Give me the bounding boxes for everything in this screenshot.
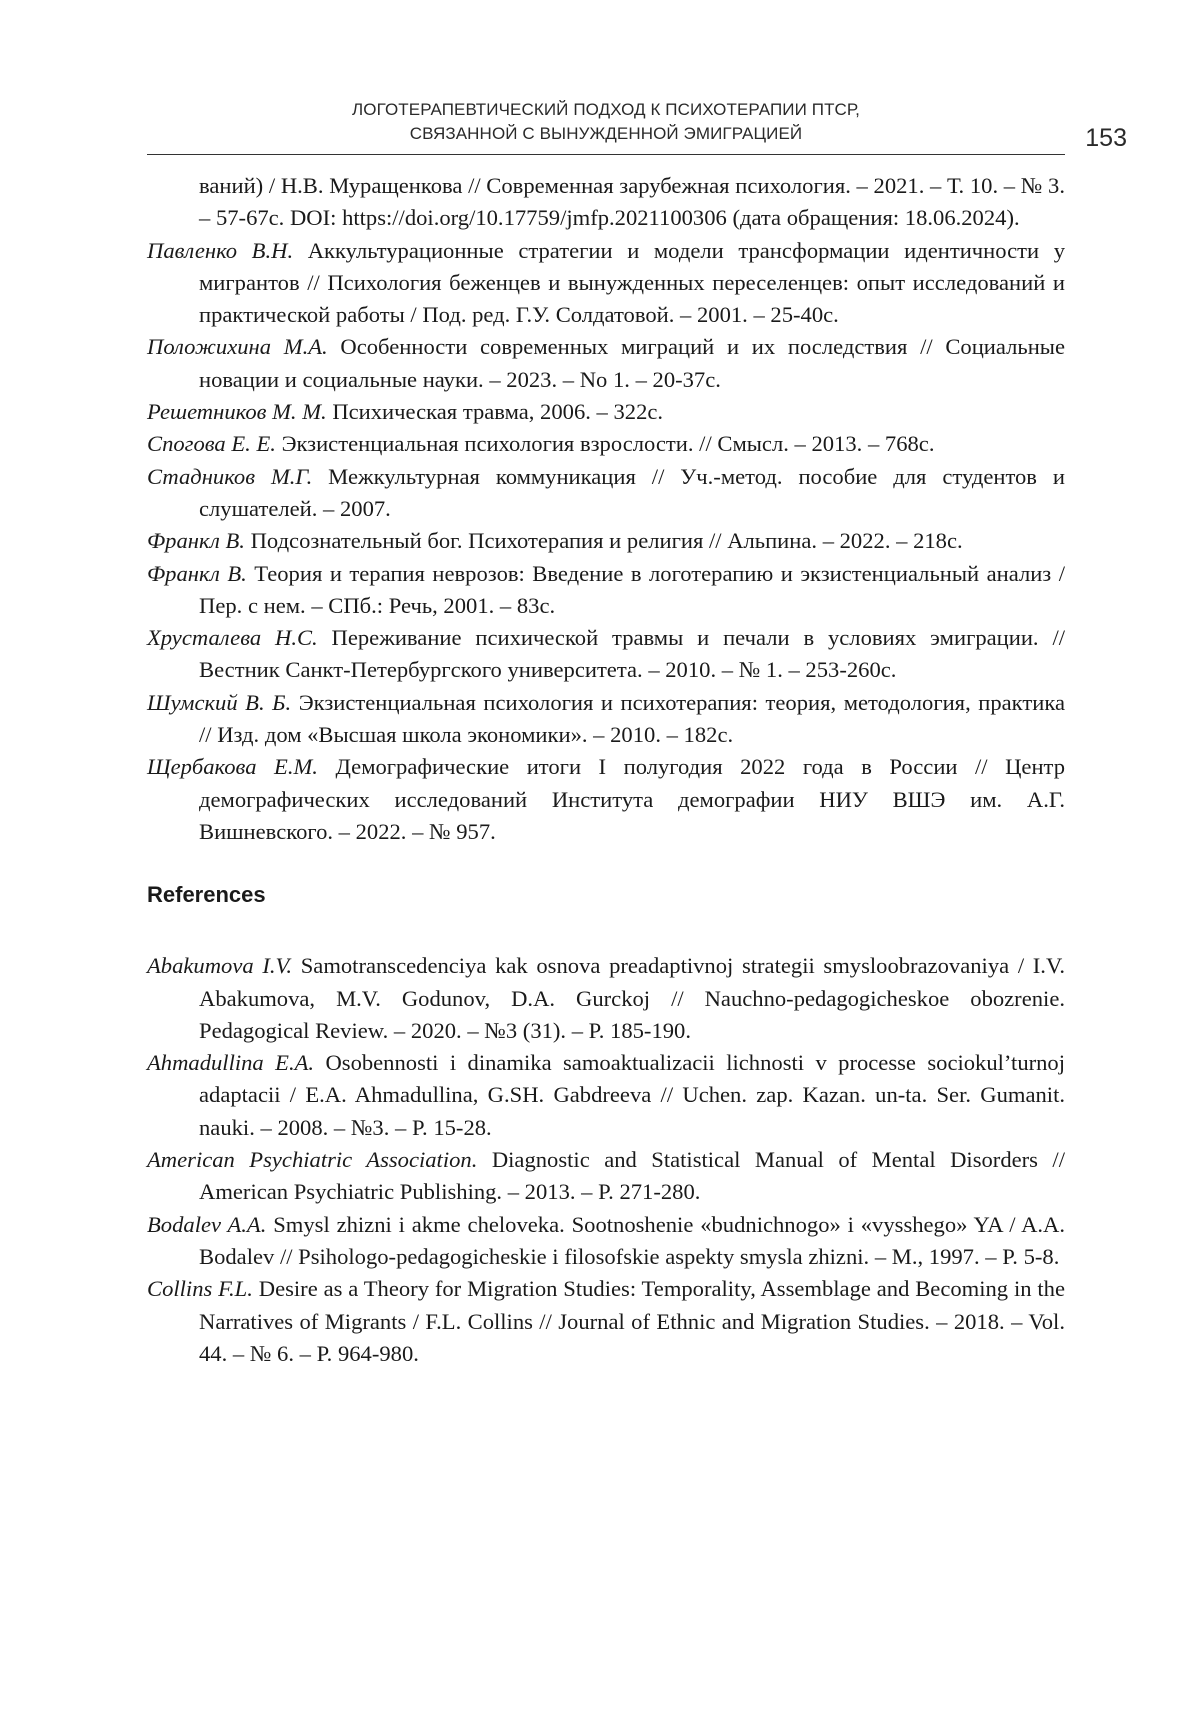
entry-text: Подсознательный бог. Психотерапия и религия // Альпина. – 2022. – 218с. xyxy=(244,528,963,554)
bibliography-entry xyxy=(147,751,1065,848)
entry-text: Diagnostic and Statistical Manual of Mental Disorders // American Psychiatric Publishing. – 2013. – P. 271-280. xyxy=(199,1147,1065,1205)
entry-author: Положихина М.А. xyxy=(147,334,328,360)
entry-author: Спогова Е. Е. xyxy=(147,431,276,457)
reference-entry xyxy=(147,1144,1065,1209)
reference-entry xyxy=(147,1273,1065,1370)
entry-author: Франкл В. xyxy=(147,560,247,586)
entry-author: Решетников М. М. xyxy=(147,399,327,425)
bibliography-entry xyxy=(147,525,1065,557)
entry-text: Теория и терапия неврозов: Введение в логотерапию и экзистенциальный анализ / Пер. с нем. – СПб.: Речь, 2001. – 83с. xyxy=(199,560,1065,618)
entry-text: Samotranscedenciya kak osnova preadaptivnoj strategii smysloobrazovaniya / I.V. Abakumova, M.V. Godunov, D.A. Gurckoj // Nauchno-pedagogicheskoe obozrenie. Pedagogical Review. – 2020. – №3 (31). – P. 185-190. xyxy=(199,953,1065,1043)
entry-author: Ahmadullina E.A. xyxy=(147,1050,315,1076)
entry-author: Стадников М.Г. xyxy=(147,463,313,489)
bibliography-body xyxy=(147,170,1065,1370)
entry-text: Демографические итоги I полугодия 2022 года в России // Центр демографических исследований Института демографии НИУ ВШЭ им. А.Г. Вишневского. – 2022. – № 957. xyxy=(199,754,1065,844)
entry-text: ваний) / Н.В. Муращенкова // Современная зарубежная психология. – 2021. – Т. 10. – № 3. – 57-67с. DOI: https://doi.org/10.17759/jmfp.2021100306 (дата обращения: 18.06.2024). xyxy=(199,173,1065,231)
bibliography-entry xyxy=(147,428,1065,460)
bibliography-entry xyxy=(147,396,1065,428)
entry-author: American Psychiatric Association. xyxy=(147,1147,478,1173)
page-number: 153 xyxy=(1085,124,1127,152)
entry-text: Desire as a Theory for Migration Studies: Temporality, Assemblage and Becoming in the Narratives of Migrants / F.L. Collins // Journal of Ethnic and Migration Studies. – 2018. – Vol. 44. – № 6. – P. 964-980. xyxy=(199,1276,1066,1366)
bibliography-entry xyxy=(147,461,1065,526)
references-heading: References xyxy=(147,882,266,908)
entry-text: Переживание психической травмы и печали в условиях эмиграции. // Вестник Санкт-Петербургского университета. – 2010. – № 1. – 253-260с. xyxy=(199,625,1065,683)
bibliography-entry xyxy=(147,558,1065,623)
reference-entry xyxy=(147,950,1065,1047)
entry-text: Аккультурационные стратегии и модели трансформации идентичности у мигрантов // Психология беженцев и вынужденных переселенцев: опыт исследований и практической работы / Под. ред. Г.У. Солдатовой. – 2001. – 25-40с. xyxy=(199,237,1065,328)
reference-entry xyxy=(147,1047,1065,1144)
entry-text: Экзистенциальная психология и психотерапия: теория, методология, практика // Изд. дом «Высшая школа экономики». – 2010. – 182с. xyxy=(199,689,1065,748)
entry-text: Особенности современных миграций и их последствия // Социальные новации и социальные науки. – 2023. – No 1. – 20-37с. xyxy=(199,334,1066,392)
entry-text: Межкультурная коммуникация // Уч.-метод. пособие для студентов и слушателей. – 2007. xyxy=(199,463,1065,521)
running-header xyxy=(147,98,1065,146)
entry-author: Collins F.L. xyxy=(147,1276,253,1302)
entry-text: Osobennosti i dinamika samoaktualizacii lichnosti v processe sociokul’turnoj adaptacii / E.A. Ahmadullina, G.SH. Gabdreeva // Uchen. zap. Kazan. un-ta. Ser. Gumanit. nauki. – 2008. – №3. – P. 15-28. xyxy=(199,1050,1066,1140)
entry-author: Франкл В. xyxy=(147,528,245,554)
header-divider xyxy=(147,154,1065,155)
bibliography-entry xyxy=(147,687,1065,752)
entry-author: Павленко В.Н. xyxy=(147,237,294,263)
reference-entry xyxy=(147,1209,1065,1274)
bibliography-entry xyxy=(147,331,1065,396)
entry-author: Щербакова Е.М. xyxy=(147,754,318,780)
entry-author: Хрусталева Н.С. xyxy=(147,625,318,651)
entry-author: Bodalev A.A. xyxy=(147,1211,267,1237)
entry-text: Экзистенциальная психология взрослости. // Смысл. – 2013. – 768с. xyxy=(275,431,935,457)
bibliography-entry xyxy=(147,235,1065,332)
bibliography-entry-continued xyxy=(147,170,1065,235)
running-header-line-2: СВЯЗАННОЙ С ВЫНУЖДЕННОЙ ЭМИГРАЦИЕЙ xyxy=(409,124,803,143)
bibliography-entry xyxy=(147,622,1065,687)
entry-text: Психическая травма, 2006. – 322с. xyxy=(326,399,664,425)
running-header-line-1: ЛОГОТЕРАПЕВТИЧЕСКИЙ ПОДХОД К ПСИХОТЕРАПИИ ПТСР, xyxy=(352,100,860,119)
entry-author: Abakumova I.V. xyxy=(147,953,293,979)
entry-text: Smysl zhizni i akme cheloveka. Sootnoshenie «budnichnogo» i «vysshego» YA / A.A. Bodalev // Psihologo-pedagogicheskie i filosofskie aspekty smysla zhizni. – M., 1997. – P. 5-8. xyxy=(199,1211,1065,1269)
entry-author: Шумский В. Б. xyxy=(147,689,292,715)
